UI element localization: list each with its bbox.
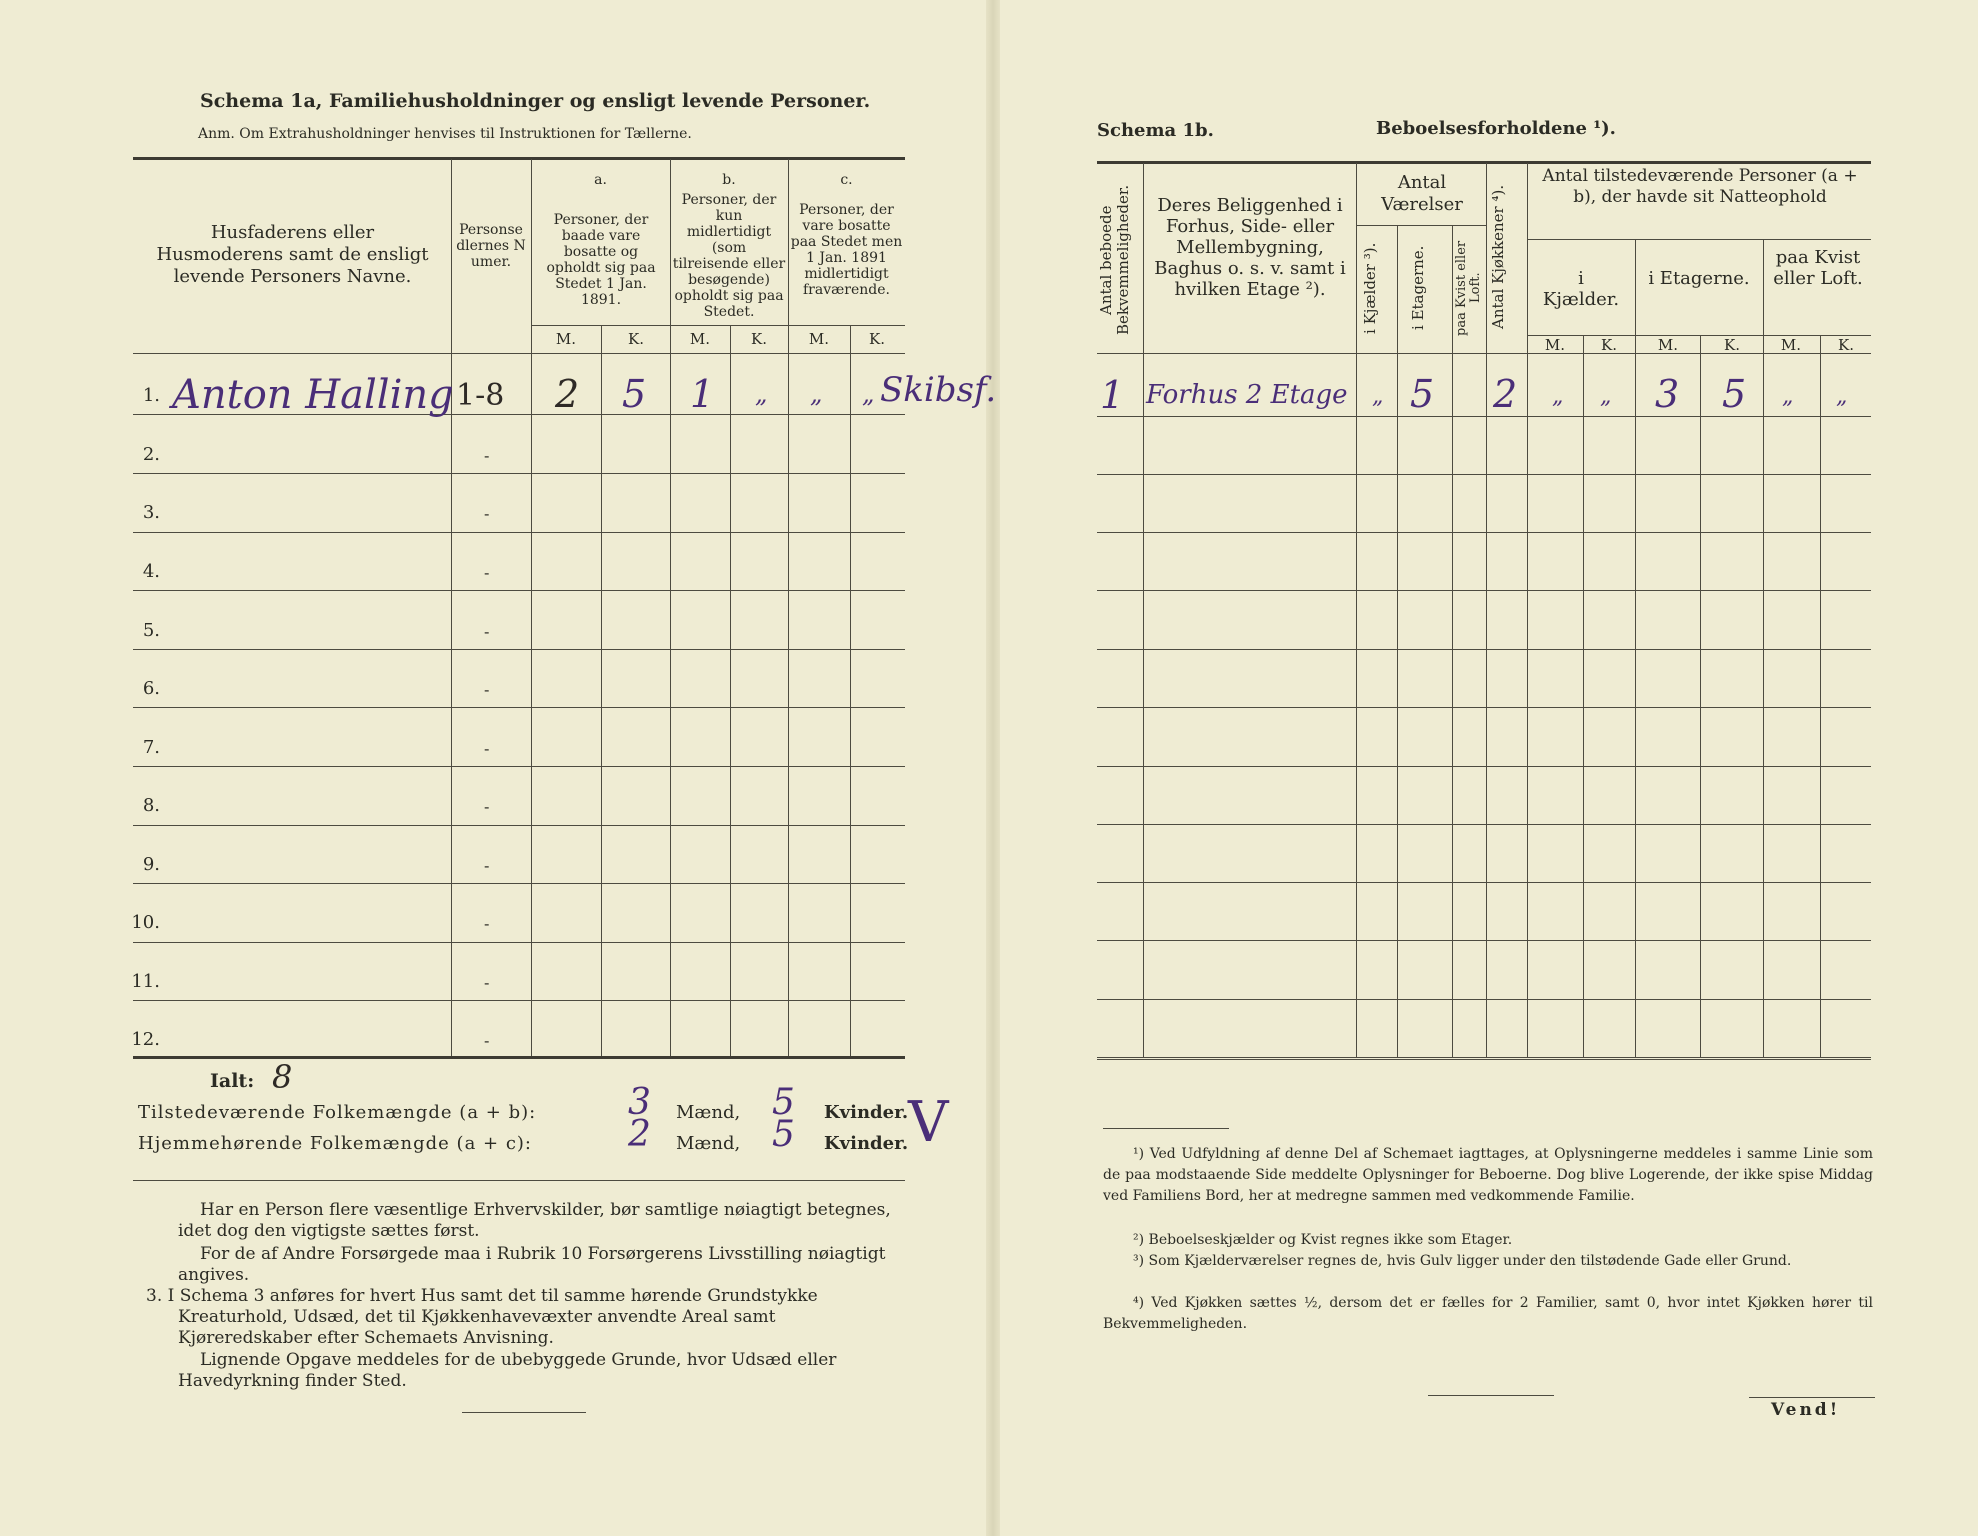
empty-mark: -: [484, 446, 490, 465]
empty-mark: -: [484, 563, 490, 582]
ialt-label: Ialt:: [210, 1070, 255, 1092]
b-women: „: [755, 380, 768, 408]
beliggenhed-value: Forhus 2 Etage: [1146, 380, 1348, 410]
col-a-header: Personer, der baade vare bosatte og opholdt sig paa Stedet 1 Jan. 1891.: [546, 212, 656, 308]
schema-1a-title: Schema 1a, Familiehusholdninger og ensligt levende Personer.: [200, 90, 871, 112]
page-gutter: [986, 0, 1000, 1536]
instruction-text: Lignende Opgave meddeles for de ubebyggede Grunde, hvor Udsæd eller Havedyrkning finder Sted.: [178, 1350, 837, 1391]
instruction-text: 3. I Schema 3 anføres for hvert Hus samt det til samme hørende Grundstykke Kreaturhold, Udsæd, det til Kjøkkenhavevæxter anvendte Areal samt Kjøreredskaber efter Schemaets Anvisning.: [146, 1286, 818, 1348]
tilstedevaerende-kvinder: Kvinder.: [824, 1102, 909, 1123]
empty-mark: -: [484, 973, 490, 992]
row-number: 10.: [131, 912, 160, 933]
p-etagerne-m-value: 3: [1655, 372, 1680, 416]
col-personer-header: Antal tilstedeværende Personer (a + b), der havde sit Natteophold: [1542, 166, 1858, 207]
p-kjaelder-k: K.: [1601, 336, 1617, 354]
col-b-letter: b.: [722, 172, 736, 188]
col-a-letter: a.: [594, 172, 607, 188]
antal-beboede-value: 1: [1100, 373, 1125, 417]
col-c-m: M.: [808, 330, 830, 348]
footnote: ²) Beboelseskjælder og Kvist regnes ikke som Etager.: [1133, 1232, 1513, 1248]
row-number: 12.: [131, 1029, 160, 1050]
c-women: „: [862, 380, 875, 408]
col-beliggenhed-header: Deres Beliggenhed i Forhus, Side- eller Mellembygning, Baghus o. s. v. samt i hvilken Etage ²).: [1154, 195, 1346, 300]
footnote: ³) Som Kjælderværelser regnes de, hvis Gulv ligger under den tilstødende Gade eller Grund.: [1133, 1253, 1792, 1269]
a-women: 5: [622, 372, 647, 416]
col-a-k: K.: [628, 330, 644, 348]
instruction-text: Har en Person flere væsentlige Erhvervskilder, bør samtlige nøiagtigt betegnes, idet dog den vigtigste sættes først.: [178, 1200, 891, 1241]
schema-1b-subtitle: Beboelsesforholdene ¹).: [1376, 118, 1616, 139]
empty-mark: -: [484, 504, 490, 523]
tilstedevaerende-label: Tilstedeværende Folkemængde (a + b):: [138, 1102, 537, 1123]
row-number: 6.: [142, 678, 160, 699]
col-antal-beboede-header: Antal beboede Bekvemmeligheder.: [1097, 184, 1132, 336]
table-top-rule: [133, 157, 905, 160]
col-kjokkener-header: Antal Kjøkkener ⁴).: [1489, 184, 1507, 330]
col-b-k: K.: [751, 330, 767, 348]
hjemmehorende-maend: Mænd,: [676, 1133, 741, 1154]
empty-mark: -: [484, 914, 490, 933]
vaer-kjaelder-value: „: [1372, 384, 1384, 409]
col-vaer-kvist-header: paa Kvist eller Loft.: [1454, 240, 1483, 336]
col-vaer-kjaelder-header: i Kjælder ³).: [1361, 242, 1379, 334]
col-name-header: Husfaderens eller Husmoderens samt de ensligt levende Personers Navne.: [156, 222, 429, 287]
footnote: ⁴) Ved Kjøkken sættes ½, dersom det er fælles for 2 Familier, samt 0, hvor intet Kjøkken hører til Bekvemmeligheden.: [1103, 1295, 1873, 1332]
row-number: 5.: [142, 620, 160, 641]
col-personsedler-header: Personsedlernes Numer.: [456, 222, 526, 270]
p-kvist-m: M.: [1780, 336, 1802, 354]
row-number: 3.: [142, 502, 160, 523]
col-c-k: K.: [869, 330, 885, 348]
p-kvist-k: K.: [1838, 336, 1854, 354]
row-number: 9.: [142, 854, 160, 875]
col-b-header: Personer, der kun midlertidigt (som tilreisende eller besøgende) opholdt sig paa Stedet.: [672, 192, 786, 320]
p-kjaelder-k-value: „: [1600, 384, 1612, 409]
col-p-etagerne-header: i Etagerne.: [1648, 268, 1750, 289]
tilstedevaerende-men: 3: [628, 1082, 651, 1123]
instruction-text: For de af Andre Forsørgede maa i Rubrik 10 Forsørgerens Livsstilling nøiagtigt angives.: [178, 1244, 886, 1285]
row-number: 4.: [142, 561, 160, 582]
empty-mark: -: [484, 1031, 490, 1050]
col-a-m: M.: [555, 330, 577, 348]
tilstedevaerende-women: 5: [772, 1082, 795, 1123]
vaer-etagerne-value: 5: [1410, 372, 1435, 416]
empty-mark: -: [484, 856, 490, 875]
col-c-letter: c.: [840, 172, 853, 188]
col-antal-vaerelser-header: Antal Værelser: [1381, 172, 1463, 215]
p-etagerne-m: M.: [1657, 336, 1679, 354]
a-men: 2: [555, 372, 580, 416]
person-numbers: 1-8: [456, 378, 505, 413]
p-kvist-m-value: „: [1782, 384, 1794, 409]
p-kjaelder-m-value: „: [1552, 384, 1564, 409]
col-p-kjaelder-header: i Kjælder.: [1542, 268, 1620, 310]
row-number: 11.: [131, 971, 160, 992]
p-kvist-k-value: „: [1836, 384, 1848, 409]
c-men: „: [810, 380, 823, 408]
ialt-value: 8: [272, 1058, 293, 1096]
col-vaer-etagerne-header: i Etagerne.: [1409, 245, 1427, 331]
hjemmehorende-women: 5: [772, 1114, 795, 1155]
p-etagerne-k-value: 5: [1722, 372, 1747, 416]
row-number: 8.: [142, 795, 160, 816]
empty-mark: -: [484, 739, 490, 758]
vend-label: Vend!: [1771, 1400, 1841, 1420]
col-b-m: M.: [689, 330, 711, 348]
schema-1a-annotation: Anm. Om Extrahusholdninger henvises til Instruktionen for Tællerne.: [198, 126, 692, 142]
p-etagerne-k: K.: [1724, 336, 1740, 354]
footnote: ¹) Ved Udfyldning af denne Del af Schemaet iagttages, at Oplysningerne meddeles i samme Linie som de paa modstaaende Side meddelte Oplysninger for Beboerne. Dog blive Logerende, der ikke spise Middag ved Familiens Bord, her at medregne sammen med vedkommende Familie.: [1103, 1146, 1873, 1204]
occupation-note: Skibsf.: [880, 370, 997, 410]
hjemmehorende-kvinder: Kvinder.: [824, 1133, 909, 1154]
row-number: 7.: [142, 737, 160, 758]
check-mark: V: [908, 1090, 949, 1155]
col-p-kvist-header: paa Kvist eller Loft.: [1773, 247, 1863, 289]
b-men: 1: [690, 372, 715, 416]
col-c-header: Personer, der vare bosatte paa Stedet men 1 Jan. 1891 midlertidigt fraværende.: [790, 202, 903, 298]
p-kjaelder-m: M.: [1544, 336, 1566, 354]
empty-mark: -: [484, 622, 490, 641]
tilstedevaerende-maend: Mænd,: [676, 1102, 741, 1123]
household-name: Anton Halling: [172, 372, 454, 418]
schema-1b-title: Schema 1b.: [1097, 120, 1214, 141]
empty-mark: -: [484, 797, 490, 816]
empty-mark: -: [484, 680, 490, 699]
row-number: 1.: [142, 385, 160, 406]
hjemmehorende-men: 2: [628, 1114, 651, 1155]
row-number: 2.: [142, 444, 160, 465]
kjokkener-value: 2: [1493, 372, 1518, 416]
hjemmehorende-label: Hjemmehørende Folkemængde (a + c):: [138, 1133, 532, 1154]
